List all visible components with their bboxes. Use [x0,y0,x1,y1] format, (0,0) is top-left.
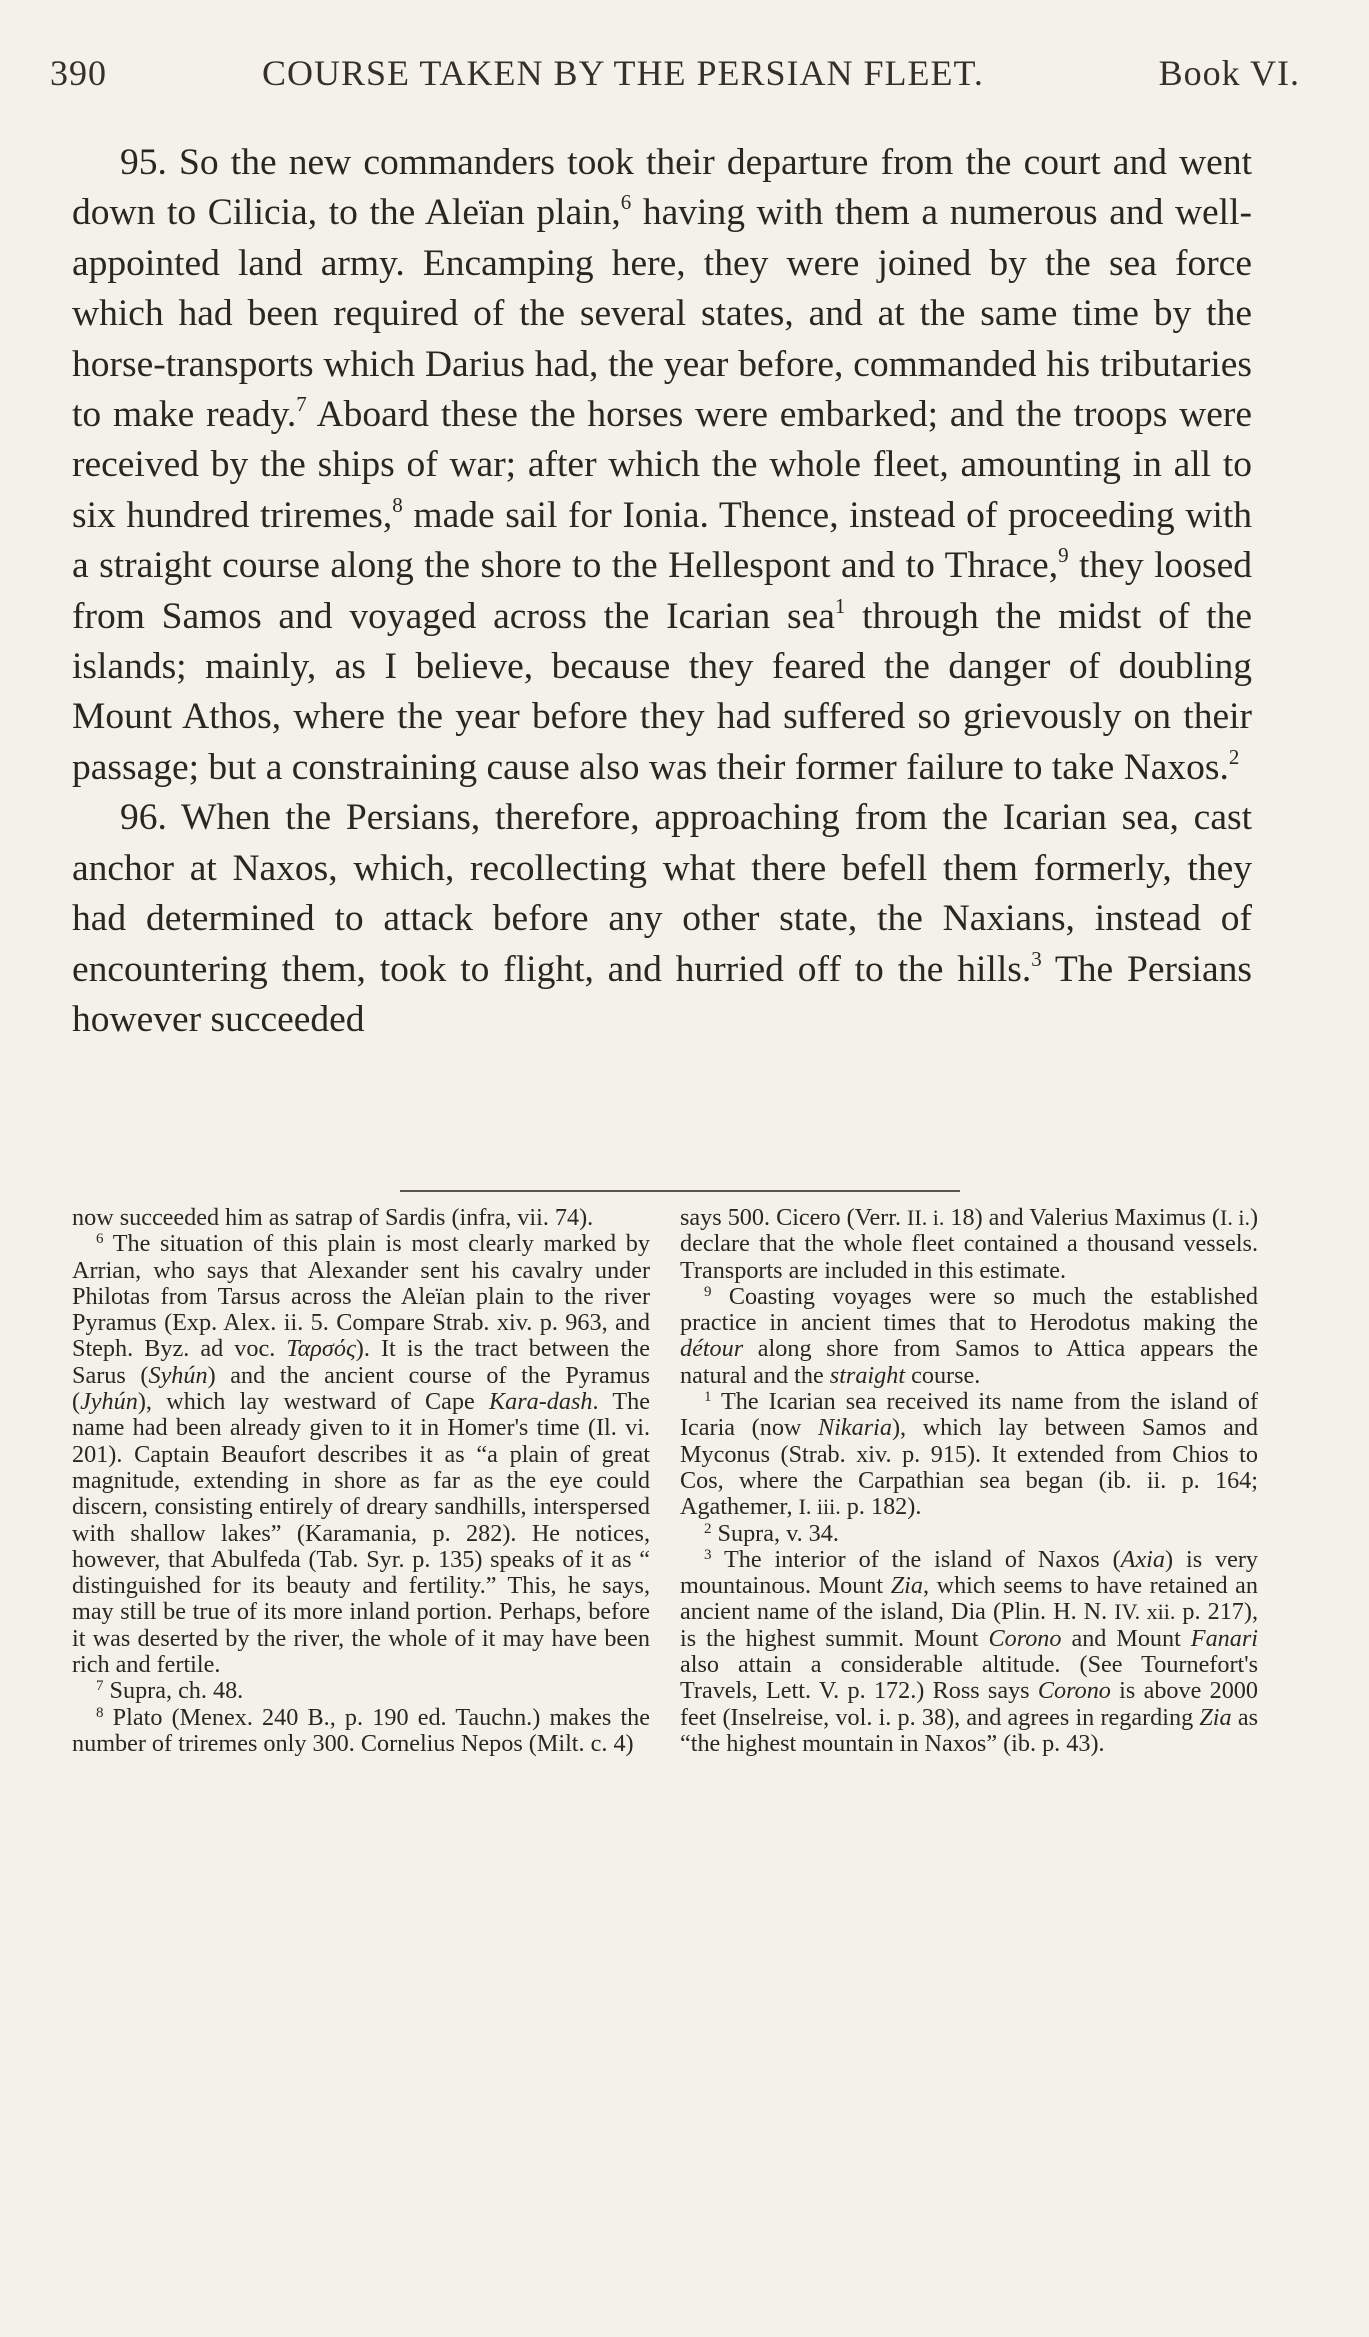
paragraph-95: 95. So the new commanders took their departure from the court and went down to Cilicia, to the Aleïan plain,$^6$ having with them a numerous and well-appointed land army. Encamping here, they were joined by the sea force which had been required of the several states, and at the same time by the horse-transports which Darius had, the year before, commanded his tributaries to make ready.$^7$ Aboard these the horses were embarked; and the troops were received by the ships of war; after which the whole fleet, amounting in all to six hundred triremes,$^8$ made sail for Ionia. Thence, instead of proceeding with a straight course along the shore to the Hellespont and to Thrace,$^9$ they loosed from Samos and voyaged across the Icarian sea$^1$ through the midst of the islands; mainly, as I believe, because they feared the danger of doubling Mount Athos, where the year before they had suffered so grievously on their passage; but a constraining cause also was their former failure to take Naxos.$^2$ [72,142,1253,788]
section-number: 96. [120,797,167,839]
footnotes-right-column [680,1205,1258,1757]
footnote-8: $^8$ Plato (Menex. 240 B., p. 190 ed. Tauchn.) makes the number of triremes only 300. Cornelius Nepos (Milt. c. 4) [72,1703,650,1757]
footnote-ref: 6 [620,190,632,215]
footnote-ref: 2 [1228,744,1240,769]
footnote-marker: 3 [704,1546,712,1563]
footnote-ref: 9 [1058,543,1069,568]
footnote-ref: 8 [392,492,403,517]
footnote-marker: 9 [704,1283,712,1300]
footnotes-left-column [72,1205,650,1757]
footnote-7: $^7$ Supra, ch. 48. [96,1677,244,1705]
footnote-6: $^6$ The situation of this plain is most clearly marked by Arrian, who says that Alexander sent his cavalry under Philotas from Tarsus across the Aleïan plain to the river Pyramus (Exp. Alex. ii. 5. Compare Strab. xiv. p. 963, and Steph. Byz. ad voc. Ταρσός). It is the tract between the Sarus (Syhún) and the ancient course of the Pyramus (Jyhún), which lay westward of Cape Kara-dash. The name had been already given to it in Homer's time (Il. vi. 201). Captain Beaufort describes it as “a plain of great magnitude, extending in shore as far as the eye could discern, consisting entirely of dreary sandhills, interspersed with shallow lakes” (Karamania, p. 282). He notices, however, that Abulfeda (Tab. Syr. p. 135) speaks of it as “ distinguished for its beauty and fertility.” This, he says, may still be true of its more inland portion. Perhaps, before it was deserted by the river, the whole of it may have been rich and fertile. [72,1230,651,1679]
page-number: 390 [50,53,107,93]
footnote-8-continued: says 500. Cicero (Verr. II. i. 18) and Valerius Maximus (I. i.) declare that the whole fleet contained a thousand vessels. Transports are included in this estimate. [680,1204,1259,1284]
footnote-marker: 2 [704,1520,712,1537]
paragraph-96: 96. When the Persians, therefore, approaching from the Icarian sea, cast anchor at Naxos, which, recollecting what there befell them formerly, they had determined to attack before any other state, the Naxians, instead of encountering them, took to flight, and hurried off to the hills.$^3$ The Persians however succeeded [72,797,1252,1040]
footnote-ref: 3 [1031,946,1042,971]
footnote-1: $^1$ The Icarian sea received its name from the island of Icaria (now Nikaria), which lay between Samos and Myconus (Strab. xiv. p. 915). It extended from Chios to Cos, where the Carpathian sea began (ib. ii. p. 164; Agathemer, I. iii. p. 182). [680,1388,1258,1521]
footnote-marker: 1 [704,1389,712,1406]
footnote-3: $^3$ The interior of the island of Naxos (Axia) is very mountainous. Mount Zia, which seems to have retained an ancient name of the island, Dia (Plin. H. N. IV. xii. p. 217), is the highest summit. Mount Corono and Mount Fanari also attain a considerable altitude. (See Tournefort's Travels, Lett. V. p. 172.) Ross says Corono is above 2000 feet (Inselreise, vol. i. p. 38), and agrees in regarding Zia as “the highest mountain in Naxos” (ib. p. 43). [680,1545,1258,1757]
footnote-9: $^9$ Coasting voyages were so much the established practice in ancient times that to Herodotus making the détour along shore from Samos to Attica appears the natural and the straight course. [680,1282,1258,1389]
footnote-marker: 8 [96,1704,104,1721]
footnote-divider [400,1190,960,1192]
book-label: Book VI. [1158,53,1300,93]
footnote-continued: now succeeded him as satrap of Sardis (infra, vii. 74). [72,1204,594,1231]
footnote-2: $^2$ Supra, v. 34. [704,1519,839,1547]
section-number: 95. [120,142,167,183]
footnote-ref: 1 [834,593,846,618]
running-title: COURSE TAKEN BY THE PERSIAN FLEET. [262,53,984,93]
footnote-marker: 7 [96,1678,104,1695]
footnote-marker: 6 [96,1231,104,1248]
running-header [50,52,1300,102]
main-text [72,138,1252,1045]
footnote-ref: 7 [296,392,307,417]
